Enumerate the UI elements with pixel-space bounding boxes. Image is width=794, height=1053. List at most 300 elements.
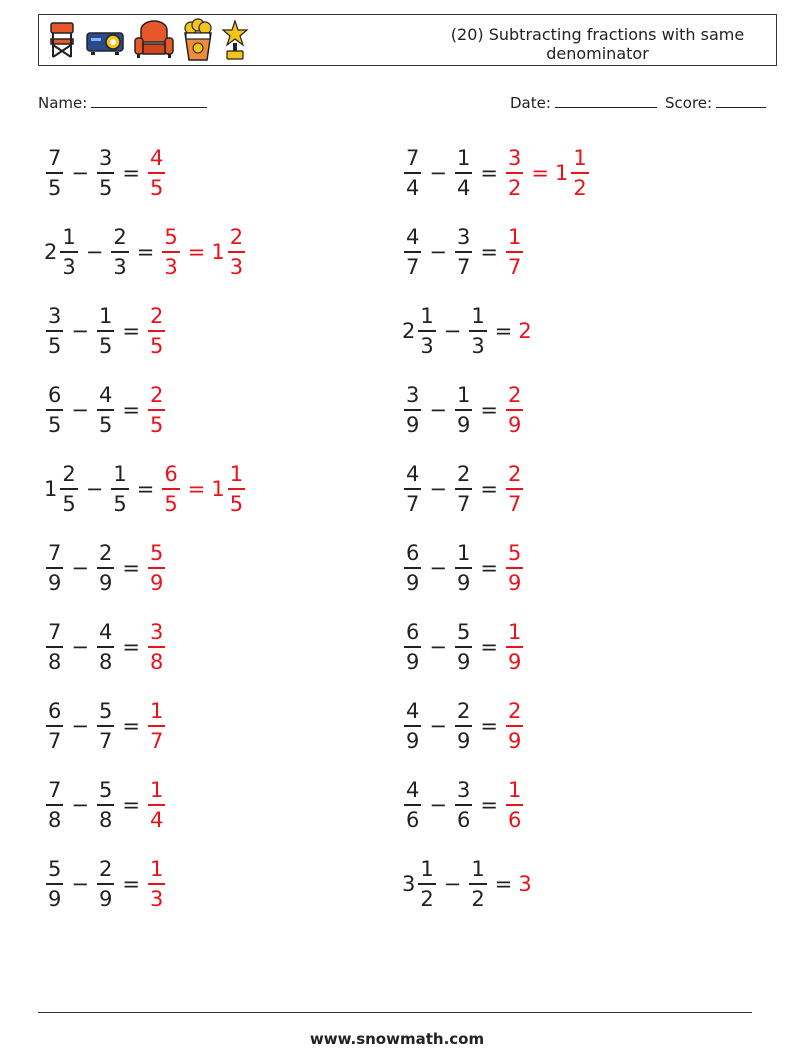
denominator: 5 — [98, 176, 113, 200]
denominator: 7 — [98, 729, 113, 753]
fraction — [404, 699, 421, 753]
footer-url: www.snowmath.com — [309, 1030, 485, 1048]
denominator: 8 — [48, 650, 62, 674]
numerator: 1 — [507, 778, 522, 802]
whole-number: 2 — [44, 240, 58, 264]
worksheet-title: (20) Subtracting fractions with same denominator — [450, 25, 745, 63]
denominator: 9 — [98, 887, 113, 911]
denominator: 9 — [456, 571, 471, 595]
fraction — [455, 225, 472, 279]
fraction-bar — [506, 409, 523, 411]
problem-row — [44, 220, 247, 284]
denominator: 5 — [48, 413, 62, 437]
fraction-bar — [228, 251, 245, 253]
fraction — [404, 225, 421, 279]
numerator: 7 — [406, 146, 420, 170]
fraction — [404, 383, 421, 437]
answer — [146, 304, 167, 358]
equals-sign: = — [122, 793, 140, 817]
equals-sign: = — [122, 635, 140, 659]
problem-row — [44, 536, 167, 600]
fraction — [46, 778, 63, 832]
whole-number: 3 — [402, 872, 416, 896]
fraction — [506, 383, 523, 437]
fraction-bar — [404, 409, 421, 411]
denominator: 3 — [229, 255, 244, 279]
date-field — [510, 93, 657, 112]
numerator: 7 — [48, 778, 62, 802]
fraction-bar — [506, 488, 523, 490]
denominator: 9 — [507, 729, 522, 753]
numerator: 7 — [48, 146, 62, 170]
denominator: 2 — [507, 176, 522, 200]
fraction-bar — [60, 251, 77, 253]
denominator: 9 — [406, 571, 420, 595]
fraction — [148, 146, 165, 200]
equals-sign: = — [480, 161, 498, 185]
denominator: 9 — [406, 729, 420, 753]
equals-sign: = — [480, 714, 498, 738]
fraction — [148, 857, 165, 911]
whole-number: 2 — [518, 319, 532, 343]
problem-row — [44, 299, 167, 363]
numerator: 1 — [507, 225, 522, 249]
numerator: 3 — [149, 620, 164, 644]
problem-row — [44, 694, 167, 758]
fraction-bar — [97, 567, 114, 569]
numerator: 1 — [149, 699, 164, 723]
fraction-bar — [97, 172, 114, 174]
fraction-bar — [148, 172, 165, 174]
equals-sign: = — [122, 161, 140, 185]
numerator: 4 — [406, 462, 420, 486]
projector-icon — [85, 25, 127, 55]
fraction-bar — [506, 646, 523, 648]
fraction-bar — [46, 646, 63, 648]
fraction-bar — [111, 488, 128, 490]
fraction-bar — [455, 804, 472, 806]
equals-sign: = — [480, 477, 498, 501]
fraction-bar — [506, 567, 523, 569]
denominator: 2 — [420, 887, 434, 911]
denominator: 5 — [48, 334, 62, 358]
fraction-bar — [455, 725, 472, 727]
numerator: 3 — [98, 146, 113, 170]
fraction-bar — [60, 488, 77, 490]
minus-sign: − — [71, 714, 89, 738]
numerator: 3 — [507, 146, 522, 170]
name-line — [91, 93, 207, 108]
equals-sign: = — [187, 477, 206, 501]
fraction — [404, 778, 421, 832]
equals-sign: = — [480, 635, 498, 659]
name-field — [38, 93, 207, 112]
fraction — [60, 462, 77, 516]
fraction — [111, 225, 128, 279]
fraction — [148, 541, 165, 595]
fraction — [46, 620, 63, 674]
numerator: 2 — [456, 462, 471, 486]
equals-sign: = — [480, 240, 498, 264]
fraction — [111, 462, 128, 516]
numerator: 5 — [456, 620, 471, 644]
numerator: 5 — [149, 541, 164, 565]
fraction — [162, 462, 179, 516]
fraction — [506, 778, 523, 832]
numerator: 2 — [62, 462, 76, 486]
header-icons — [45, 17, 249, 63]
fraction — [148, 383, 165, 437]
fraction — [46, 304, 63, 358]
answer — [146, 620, 167, 674]
denominator: 9 — [48, 571, 62, 595]
denominator: 6 — [456, 808, 471, 832]
numerator: 2 — [507, 699, 522, 723]
fraction — [228, 462, 245, 516]
minus-sign: − — [71, 556, 89, 580]
equals-sign: = — [480, 793, 498, 817]
whole-number: 1 — [44, 477, 58, 501]
fraction-bar — [148, 804, 165, 806]
problem-row — [44, 378, 167, 442]
minus-sign: − — [71, 161, 89, 185]
equals-sign: = — [122, 319, 140, 343]
numerator: 1 — [62, 225, 76, 249]
denominator: 3 — [420, 334, 434, 358]
equals-sign: = — [494, 319, 513, 343]
denominator: 8 — [149, 650, 164, 674]
minus-sign: − — [71, 872, 89, 896]
fraction-bar — [148, 409, 165, 411]
problem-row — [44, 615, 167, 679]
fraction — [97, 778, 114, 832]
equals-sign: = — [531, 161, 549, 185]
numerator: 4 — [98, 383, 113, 407]
fraction-bar — [455, 251, 472, 253]
fraction — [148, 304, 165, 358]
fraction-bar — [404, 251, 421, 253]
fraction — [418, 304, 435, 358]
fraction-bar — [148, 725, 165, 727]
fraction — [148, 620, 165, 674]
denominator: 4 — [456, 176, 471, 200]
worksheet-header — [38, 14, 777, 66]
fraction — [228, 225, 245, 279]
denominator: 9 — [507, 413, 522, 437]
fraction — [506, 146, 523, 200]
star-trophy-icon — [221, 19, 249, 61]
answer — [504, 620, 525, 674]
denominator: 7 — [406, 255, 420, 279]
fraction-bar — [455, 409, 472, 411]
equals-sign: = — [122, 714, 140, 738]
whole-number: 2 — [402, 319, 416, 343]
fraction-bar — [228, 488, 245, 490]
fraction — [97, 699, 114, 753]
denominator: 3 — [62, 255, 76, 279]
fraction — [455, 541, 472, 595]
fraction — [455, 620, 472, 674]
fraction — [162, 225, 179, 279]
problem-row — [402, 220, 525, 284]
numerator: 4 — [149, 146, 164, 170]
numerator: 4 — [98, 620, 113, 644]
fraction-bar — [469, 330, 486, 332]
numerator: 2 — [456, 699, 471, 723]
denominator: 3 — [164, 255, 178, 279]
denominator: 9 — [149, 571, 164, 595]
minus-sign: − — [429, 714, 447, 738]
numerator: 1 — [113, 462, 127, 486]
equals-sign: = — [122, 556, 140, 580]
equals-sign: = — [122, 398, 140, 422]
fraction-bar — [162, 251, 179, 253]
numerator: 2 — [113, 225, 127, 249]
fraction-bar — [162, 488, 179, 490]
numerator: 5 — [507, 541, 522, 565]
denominator: 3 — [149, 887, 164, 911]
numerator: 6 — [48, 699, 62, 723]
fraction — [469, 304, 486, 358]
fraction-bar — [46, 567, 63, 569]
denominator: 4 — [149, 808, 164, 832]
numerator: 1 — [573, 146, 587, 170]
fraction-bar — [404, 567, 421, 569]
fraction — [404, 620, 421, 674]
equals-sign: = — [122, 872, 140, 896]
numerator: 6 — [406, 541, 420, 565]
denominator: 5 — [113, 492, 127, 516]
fraction — [97, 541, 114, 595]
score-line — [716, 93, 766, 108]
fraction-bar — [418, 883, 435, 885]
score-label: Score: — [665, 94, 713, 112]
denominator: 7 — [456, 255, 471, 279]
fraction-bar — [97, 883, 114, 885]
minus-sign: − — [71, 319, 89, 343]
denominator: 2 — [471, 887, 485, 911]
numerator: 1 — [229, 462, 244, 486]
fraction-bar — [148, 567, 165, 569]
denominator: 7 — [48, 729, 62, 753]
answer — [504, 778, 525, 832]
name-label: Name: — [38, 94, 88, 112]
fraction — [455, 146, 472, 200]
minus-sign: − — [71, 398, 89, 422]
fraction — [148, 699, 165, 753]
minus-sign: − — [71, 635, 89, 659]
denominator: 7 — [456, 492, 471, 516]
problem-row — [44, 852, 167, 916]
fraction-bar — [506, 172, 523, 174]
fraction — [46, 857, 63, 911]
fraction-bar — [455, 172, 472, 174]
fraction — [148, 778, 165, 832]
fraction-bar — [404, 804, 421, 806]
fraction-bar — [404, 725, 421, 727]
denominator: 7 — [507, 492, 522, 516]
problem-row — [402, 536, 525, 600]
fraction — [46, 383, 63, 437]
denominator: 7 — [406, 492, 420, 516]
denominator: 5 — [149, 176, 164, 200]
answer — [146, 857, 167, 911]
answer — [160, 462, 247, 516]
fraction-bar — [455, 567, 472, 569]
answer — [504, 699, 525, 753]
denominator: 5 — [164, 492, 178, 516]
fraction — [46, 541, 63, 595]
problem-row — [402, 615, 525, 679]
numerator: 6 — [164, 462, 178, 486]
problem-row — [402, 299, 533, 363]
numerator: 2 — [98, 857, 113, 881]
numerator: 2 — [229, 225, 244, 249]
problem-row — [402, 694, 525, 758]
answer — [518, 872, 532, 896]
equals-sign: = — [187, 240, 206, 264]
denominator: 5 — [48, 176, 62, 200]
denominator: 9 — [98, 571, 113, 595]
fraction-bar — [46, 804, 63, 806]
equals-sign: = — [480, 556, 498, 580]
minus-sign: − — [429, 635, 447, 659]
denominator: 5 — [98, 334, 113, 358]
denominator: 9 — [456, 729, 471, 753]
fraction-bar — [111, 251, 128, 253]
numerator: 5 — [98, 699, 113, 723]
fraction-bar — [46, 409, 63, 411]
equals-sign: = — [480, 398, 498, 422]
fraction — [469, 857, 486, 911]
numerator: 2 — [98, 541, 113, 565]
fraction — [455, 383, 472, 437]
score-field — [665, 93, 766, 112]
denominator: 7 — [149, 729, 164, 753]
whole-number: 1 — [211, 240, 225, 264]
fraction-bar — [506, 804, 523, 806]
fraction-bar — [97, 330, 114, 332]
date-line — [555, 93, 657, 108]
problem-row — [402, 141, 591, 205]
problem-row — [402, 773, 525, 837]
director-chair-icon — [45, 19, 79, 61]
denominator: 5 — [149, 334, 164, 358]
numerator: 1 — [149, 778, 164, 802]
denominator: 8 — [98, 808, 113, 832]
minus-sign: − — [429, 161, 447, 185]
fraction — [46, 699, 63, 753]
fraction-bar — [571, 172, 588, 174]
fraction-bar — [148, 330, 165, 332]
numerator: 1 — [471, 304, 485, 328]
fraction — [571, 146, 588, 200]
fraction-bar — [404, 172, 421, 174]
answer — [160, 225, 247, 279]
fraction — [455, 778, 472, 832]
minus-sign: − — [85, 240, 104, 264]
numerator: 2 — [149, 304, 164, 328]
numerator: 2 — [507, 383, 522, 407]
fraction-bar — [455, 646, 472, 648]
fraction — [97, 146, 114, 200]
fraction — [404, 541, 421, 595]
minus-sign: − — [429, 556, 447, 580]
fraction-bar — [148, 883, 165, 885]
numerator: 1 — [471, 857, 485, 881]
fraction — [97, 620, 114, 674]
denominator: 9 — [507, 571, 522, 595]
denominator: 5 — [98, 413, 113, 437]
numerator: 4 — [406, 699, 420, 723]
numerator: 3 — [456, 225, 471, 249]
whole-number: 1 — [211, 477, 225, 501]
denominator: 5 — [229, 492, 244, 516]
equals-sign: = — [136, 240, 155, 264]
answer — [518, 319, 532, 343]
minus-sign: − — [85, 477, 104, 501]
problem-row — [44, 773, 167, 837]
problem-row — [402, 852, 533, 916]
answer — [146, 699, 167, 753]
numerator: 3 — [48, 304, 62, 328]
fraction — [506, 541, 523, 595]
fraction-bar — [404, 488, 421, 490]
numerator: 5 — [48, 857, 62, 881]
numerator: 1 — [456, 383, 471, 407]
whole-number: 3 — [518, 872, 532, 896]
minus-sign: − — [443, 872, 462, 896]
fraction-bar — [46, 883, 63, 885]
numerator: 1 — [420, 304, 434, 328]
answer — [504, 146, 591, 200]
fraction-bar — [46, 330, 63, 332]
minus-sign: − — [429, 477, 447, 501]
answer — [504, 225, 525, 279]
fraction — [455, 699, 472, 753]
fraction — [97, 383, 114, 437]
fraction — [46, 146, 63, 200]
fraction — [506, 462, 523, 516]
numerator: 6 — [48, 383, 62, 407]
numerator: 2 — [149, 383, 164, 407]
fraction-bar — [418, 330, 435, 332]
problem-row — [44, 141, 167, 205]
answer — [146, 541, 167, 595]
denominator: 4 — [406, 176, 420, 200]
denominator: 9 — [406, 413, 420, 437]
minus-sign: − — [429, 240, 447, 264]
armchair-icon — [133, 20, 175, 60]
fraction-bar — [97, 725, 114, 727]
fraction-bar — [97, 409, 114, 411]
numerator: 7 — [48, 620, 62, 644]
fraction — [97, 857, 114, 911]
fraction — [506, 620, 523, 674]
denominator: 7 — [507, 255, 522, 279]
numerator: 7 — [48, 541, 62, 565]
fraction-bar — [46, 172, 63, 174]
fraction — [404, 146, 421, 200]
problem-row — [402, 457, 525, 521]
fraction — [418, 857, 435, 911]
fraction-bar — [97, 804, 114, 806]
answer — [504, 541, 525, 595]
denominator: 8 — [98, 650, 113, 674]
denominator: 9 — [456, 650, 471, 674]
numerator: 1 — [149, 857, 164, 881]
answer — [504, 462, 525, 516]
